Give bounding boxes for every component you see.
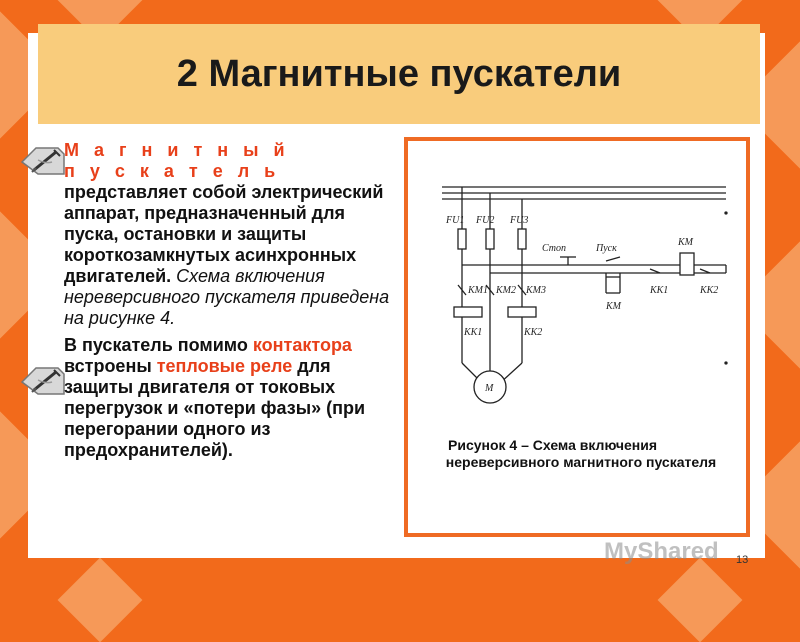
label-kk1-top: КК1 [650, 285, 669, 296]
p2-red-contactor: контактора [252, 335, 352, 355]
pencil-hand-icon [18, 140, 68, 180]
label-km-contact: КМ [606, 301, 621, 312]
figure-caption [418, 437, 744, 471]
paragraph-definition [64, 140, 404, 329]
label-kk2-bottom: КК2 [524, 327, 543, 338]
pencil-hand-icon [18, 360, 68, 400]
caption-line2: нереверсивного магнитного пускателя [445, 454, 717, 470]
label-kk1-bottom: КК1 [464, 327, 483, 338]
label-kk2-top: КК2 [700, 285, 719, 296]
paragraph-thermal-relay [64, 335, 404, 461]
title-bar [38, 24, 760, 124]
watermark: MyShared [604, 538, 719, 565]
label-km2: КМ2 [496, 285, 516, 296]
label-start: Пуск [596, 243, 617, 254]
term-part1: М а г н и т н ы й [64, 140, 290, 160]
definition-text: представляет собой электрический аппарат, предназначенный для пуска, остановки и защиты короткозамкнутых асинхронных двигателей. [64, 182, 384, 286]
label-stop: Стоп [542, 243, 567, 254]
text-column [64, 140, 404, 461]
label-km3: КМ3 [526, 285, 546, 296]
figure-frame [404, 137, 750, 537]
p2-red-thermal: тепловые реле [156, 356, 293, 376]
label-fu1: FU1 [446, 215, 465, 226]
circuit-diagram [410, 173, 746, 423]
label-km-coil: КМ [678, 237, 693, 248]
label-motor: М [485, 383, 494, 394]
slide-number: 13 [736, 554, 749, 566]
slide-title: 2 Магнитные пускатели [176, 52, 622, 95]
p2-text-a: В пускатель помимо [64, 335, 253, 355]
label-fu3: FU3 [510, 215, 529, 226]
term-part2: п у с к а т е л ь [64, 161, 281, 181]
label-km1: КМ1 [468, 285, 488, 296]
caption-line1: Рисунок 4 – Схема включения [448, 437, 658, 453]
definition-italic: Схема включения нереверсивного пускателя приведена на рисунке 4. [64, 266, 390, 328]
p2-text-c: для защиты двигателя от токовых перегрузок и «потери фазы» (при перегорании одного из предохранителей). [64, 356, 366, 460]
label-fu2: FU2 [476, 215, 495, 226]
p2-text-b: встроены [64, 356, 157, 376]
